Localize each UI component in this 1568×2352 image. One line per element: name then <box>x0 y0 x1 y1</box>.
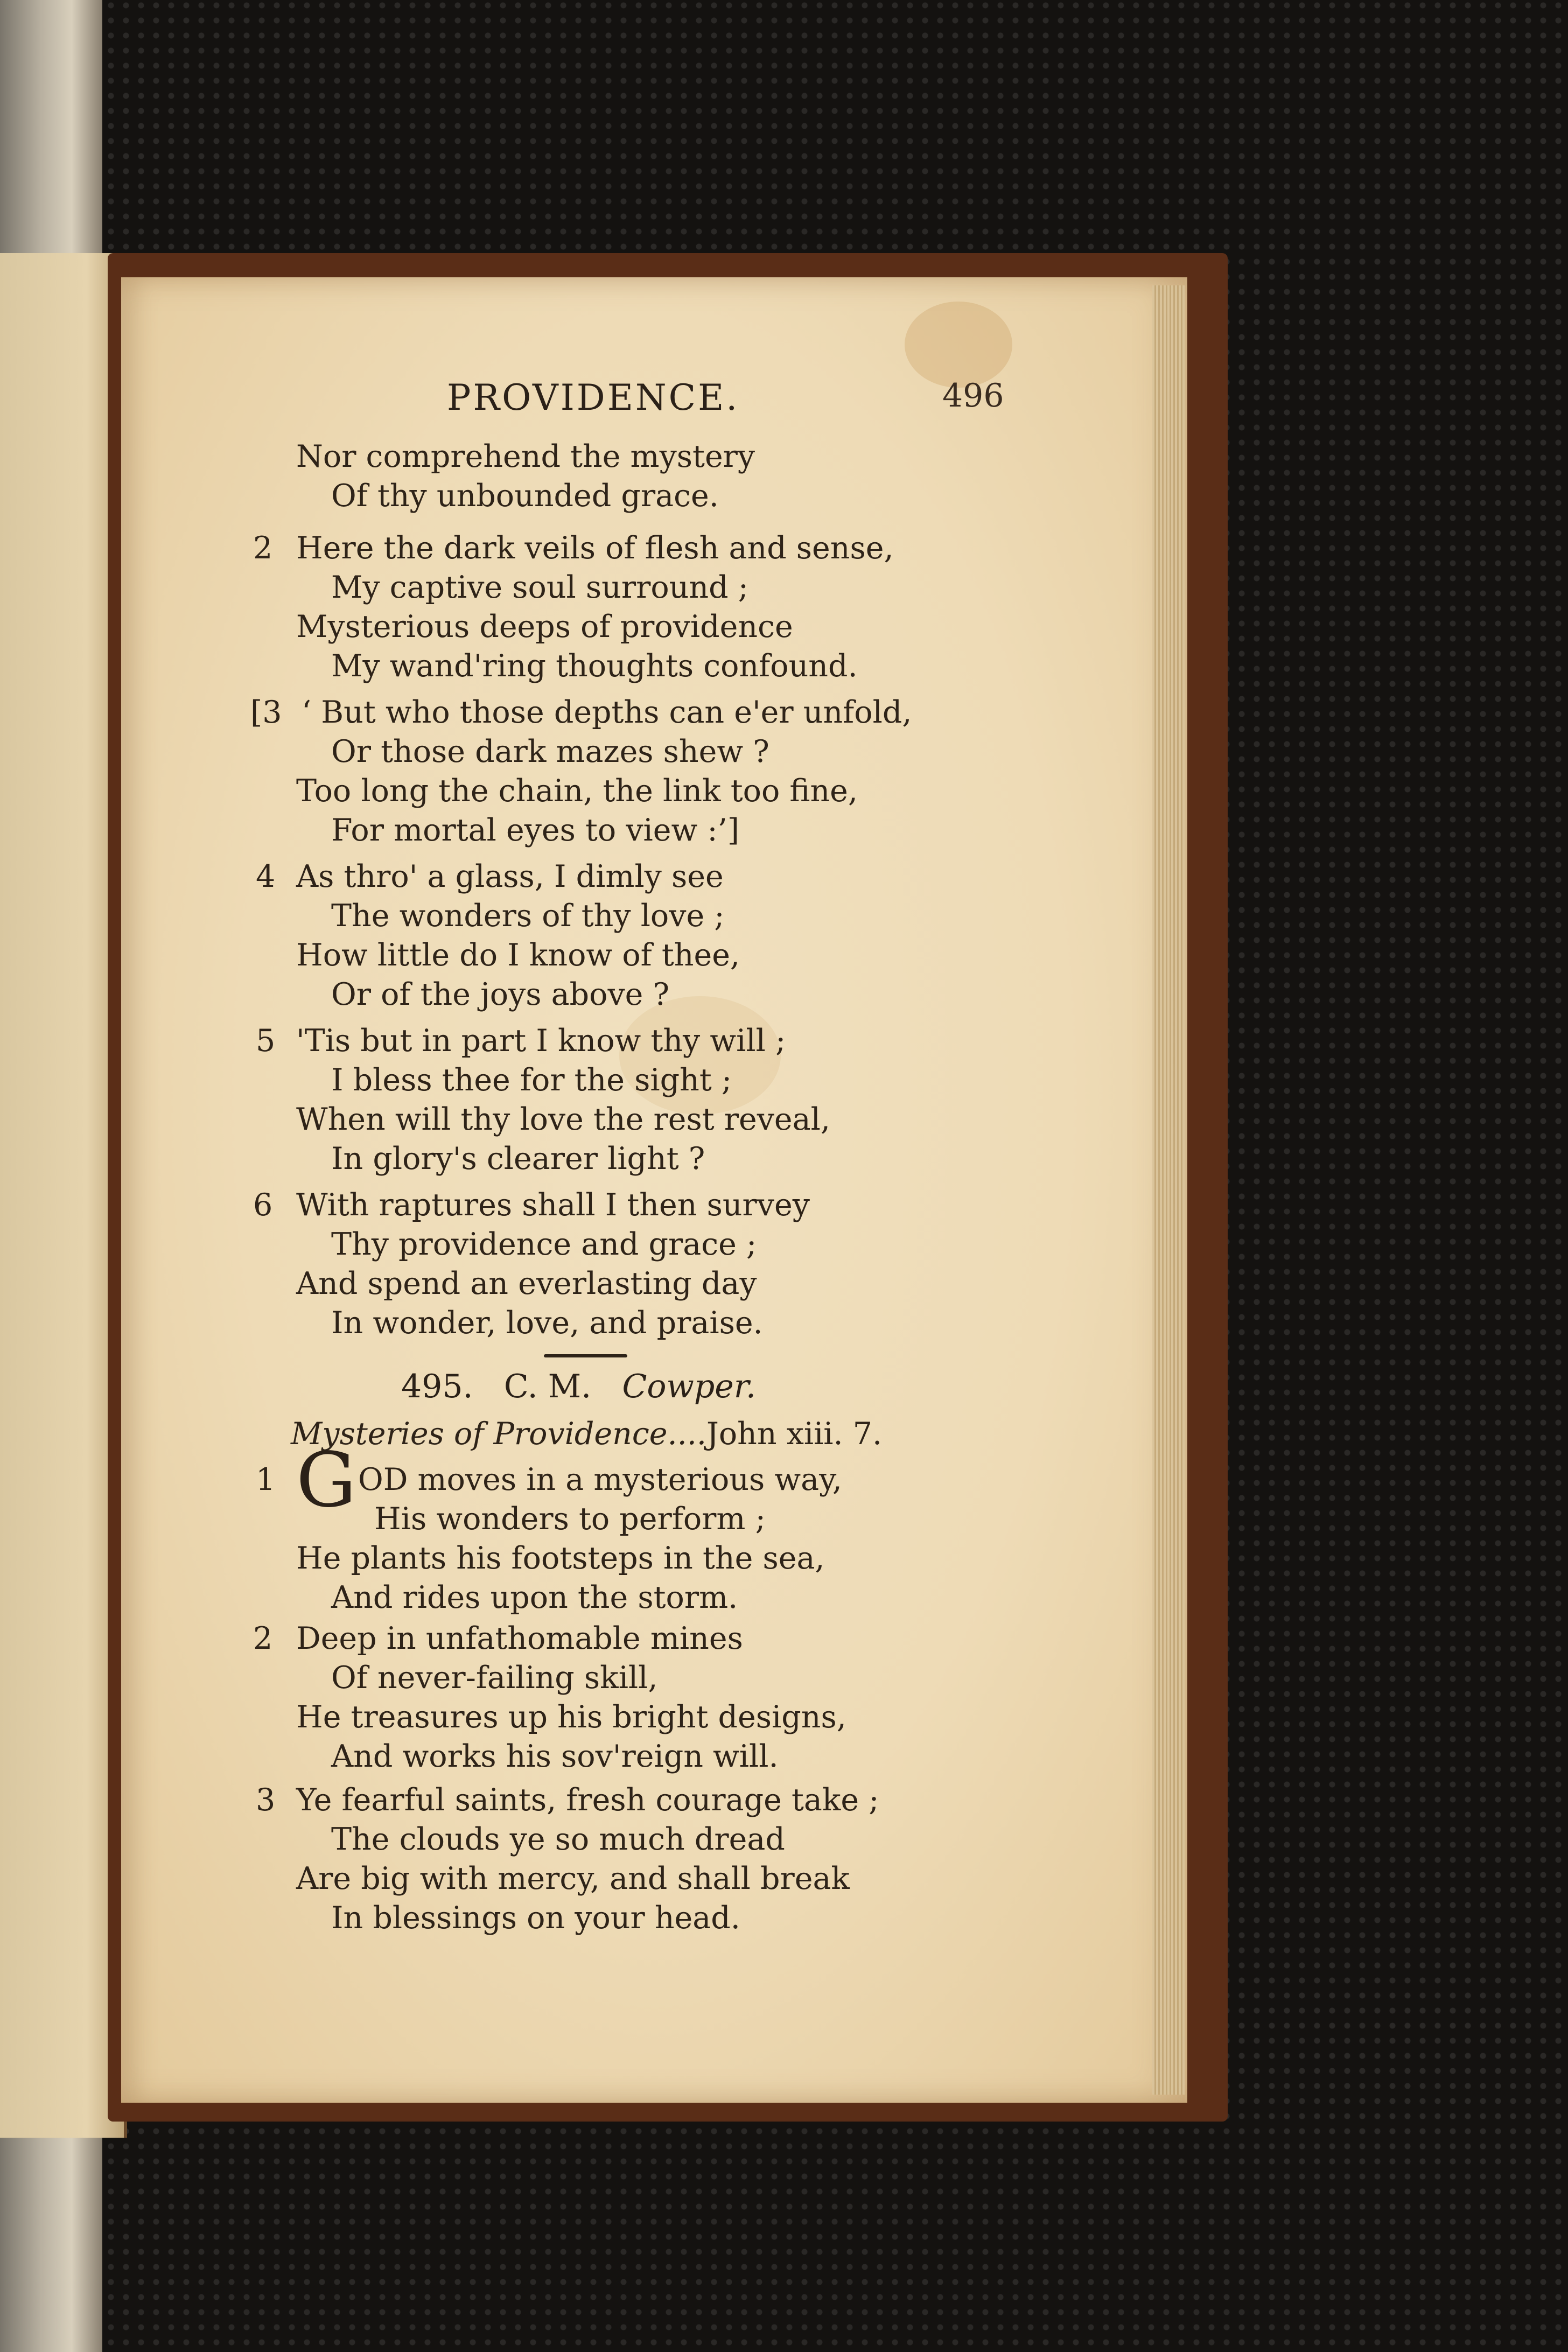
stanza-number: 2 <box>253 1621 273 1656</box>
hymn-subtitle <box>291 1416 882 1452</box>
verse-line: Of never-failing skill, <box>331 1660 658 1696</box>
verse-line: 'Tis but in part I know thy will ; <box>296 1023 786 1059</box>
verse-line: Mysterious deeps of providence <box>296 609 793 645</box>
verse-line: Ye fearful saints, fresh courage take ; <box>296 1782 879 1818</box>
page-fore-edge <box>1152 285 1185 2095</box>
verse-line: Thy providence and grace ; <box>331 1227 757 1262</box>
verse-line: He treasures up his bright designs, <box>296 1699 846 1735</box>
verse-line: My captive soul surround ; <box>331 570 748 605</box>
subtitle-theme: Mysteries of Providence.... <box>291 1416 706 1452</box>
verse-line: My wand'ring thoughts confound. <box>331 648 858 684</box>
verse-line: The wonders of thy love ; <box>331 898 725 934</box>
verse-line: In blessings on your head. <box>331 1900 740 1936</box>
verse-line: Of thy unbounded grace. <box>331 478 719 514</box>
verse-line: And spend an everlasting day <box>296 1266 757 1301</box>
verse-line: ‘ But who those depths can e'er unfold, <box>302 695 912 730</box>
stanza-number: 3 <box>256 1782 276 1818</box>
verse-line: When will thy love the rest reveal, <box>296 1102 830 1137</box>
stanza-number: 5 <box>256 1023 276 1059</box>
verse-line: And works his sov'reign will. <box>331 1739 779 1774</box>
verse-line: Or those dark mazes shew ? <box>331 734 769 769</box>
page-stain <box>905 302 1012 388</box>
hymn-author: Cowper. <box>622 1368 756 1405</box>
verse-line: Deep in unfathomable mines <box>296 1621 743 1656</box>
verse-line: Are big with mercy, and shall break <box>296 1861 850 1896</box>
verse-line: In glory's clearer light ? <box>331 1141 705 1177</box>
verse-line: He plants his footsteps in the sea, <box>296 1541 825 1576</box>
stanza-number: 6 <box>253 1187 273 1223</box>
verse-line: And rides upon the storm. <box>331 1580 738 1615</box>
stanza-number: 1 <box>256 1462 276 1497</box>
section-rule <box>544 1354 627 1357</box>
drop-cap: G <box>296 1437 356 1524</box>
page-number: 496 <box>942 377 1004 415</box>
verse-line: Or of the joys above ? <box>331 977 670 1012</box>
verse-line: The clouds ye so much dread <box>331 1822 785 1857</box>
verse-line: His wonders to perform ; <box>374 1501 766 1537</box>
verse-line: How little do I know of thee, <box>296 937 740 973</box>
verse-line: In wonder, love, and praise. <box>331 1305 763 1341</box>
verse-line: With raptures shall I then survey <box>296 1187 810 1223</box>
hymn-number: 495. <box>401 1368 473 1405</box>
hymn-heading <box>401 1368 756 1405</box>
verse-line: Nor comprehend the mystery <box>296 439 755 474</box>
verse-line: I bless thee for the sight ; <box>331 1062 732 1098</box>
verse-line: For mortal eyes to view :’] <box>331 813 739 848</box>
verse-line: As thro' a glass, I dimly see <box>296 859 724 894</box>
stanza-number: 4 <box>256 859 276 894</box>
verse-line: Too long the chain, the link too fine, <box>296 773 858 809</box>
verse-line: Here the dark veils of flesh and sense, <box>296 530 894 566</box>
subtitle-reference: John xiii. 7. <box>706 1416 883 1452</box>
verse-line: OD moves in a mysterious way, <box>358 1462 842 1497</box>
stanza-number: [3 <box>250 695 282 730</box>
hymn-meter: C. M. <box>503 1368 592 1405</box>
stanza-number: 2 <box>253 530 273 566</box>
running-header: PROVIDENCE. <box>447 377 740 418</box>
